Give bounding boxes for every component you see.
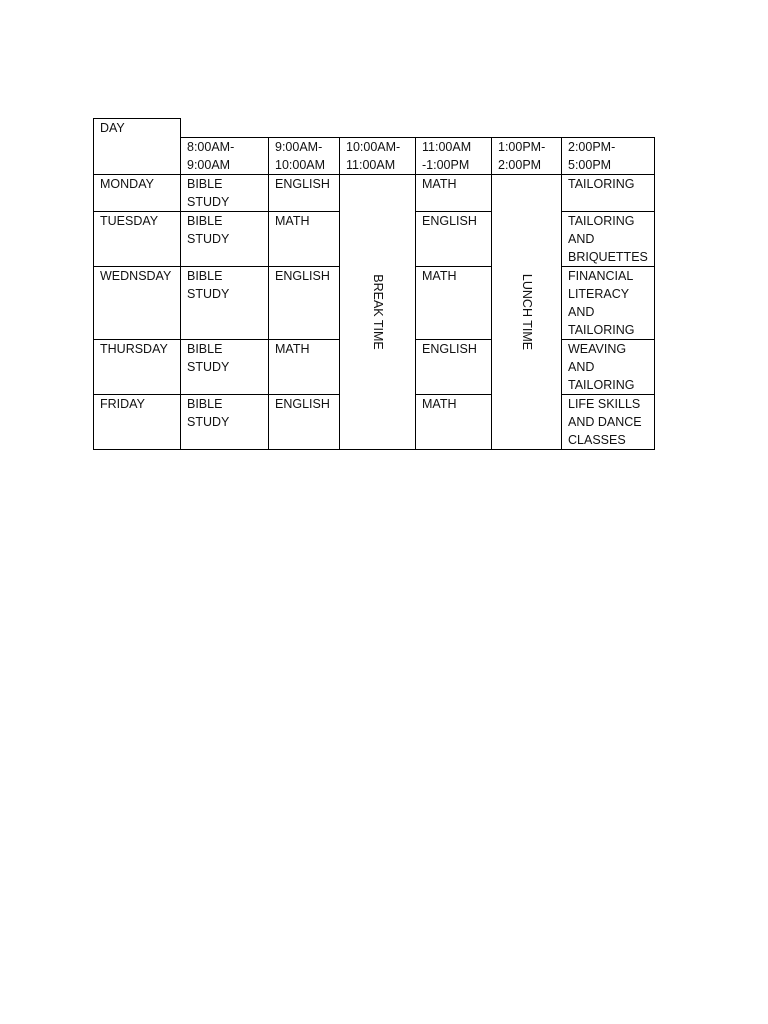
subject-cell [181, 174, 269, 211]
subject-cell [181, 266, 269, 339]
subject-cell [269, 394, 340, 449]
subject-label: ENGLISH [422, 341, 477, 356]
subject-label: TAILORING [568, 176, 635, 191]
subject-cell [181, 339, 269, 394]
day-label: WEDNSDAY [100, 268, 172, 283]
subject-cell [269, 211, 340, 266]
day-cell [94, 266, 181, 339]
subject-cell [181, 211, 269, 266]
subject-label: MATH [275, 341, 310, 356]
day-label: TUESDAY [100, 213, 159, 228]
subject-label: TAILORING AND BRIQUETTES [568, 213, 648, 264]
subject-label: ENGLISH [275, 176, 330, 191]
table-row [94, 174, 655, 211]
time-slot-label: 8:00AM-9:00AM [187, 139, 235, 172]
day-cell [94, 339, 181, 394]
subject-label: LIFE SKILLS AND DANCE CLASSES [568, 396, 642, 447]
day-cell [94, 394, 181, 449]
subject-label: ENGLISH [422, 213, 477, 228]
day-cell [94, 174, 181, 211]
timetable [93, 118, 655, 450]
day-header-label: DAY [100, 121, 125, 135]
time-slot-header [340, 137, 416, 174]
day-label: FRIDAY [100, 396, 145, 411]
subject-cell [269, 174, 340, 211]
time-slot-header [181, 137, 269, 174]
subject-label: FINANCIAL LITERACY AND TAILORING [568, 268, 635, 337]
subject-cell [562, 394, 655, 449]
subject-label: BIBLE STUDY [187, 396, 230, 429]
subject-label: BIBLE STUDY [187, 341, 230, 374]
day-header-cell [94, 119, 181, 175]
header-filler [181, 119, 655, 138]
subject-cell [562, 174, 655, 211]
subject-label: BIBLE STUDY [187, 176, 230, 209]
lunch-time-label: LUNCH TIME [519, 273, 534, 350]
subject-cell [181, 394, 269, 449]
subject-cell [269, 339, 340, 394]
subject-cell [269, 266, 340, 339]
day-label: THURSDAY [100, 341, 168, 356]
subject-label: MATH [275, 213, 310, 228]
day-cell [94, 211, 181, 266]
subject-label: ENGLISH [275, 396, 330, 411]
subject-label: MATH [422, 396, 457, 411]
time-slot-header [269, 137, 340, 174]
time-slot-label: 1:00PM-2:00PM [498, 139, 546, 172]
lunch-time-cell [492, 174, 562, 449]
subject-cell [562, 339, 655, 394]
time-slot-header [562, 137, 655, 174]
subject-cell [416, 339, 492, 394]
subject-cell [562, 266, 655, 339]
time-slot-header [492, 137, 562, 174]
time-slot-label: 10:00AM-11:00AM [346, 139, 401, 172]
day-label: MONDAY [100, 176, 154, 191]
time-slot-header [416, 137, 492, 174]
time-slot-label: 11:00AM -1:00PM [422, 139, 472, 172]
break-time-label: BREAK TIME [370, 273, 385, 350]
break-time-cell [340, 174, 416, 449]
time-slot-label: 9:00AM-10:00AM [275, 139, 326, 172]
subject-cell [416, 211, 492, 266]
subject-label: BIBLE STUDY [187, 213, 230, 246]
subject-label: MATH [422, 176, 457, 191]
subject-cell [416, 266, 492, 339]
subject-label: BIBLE STUDY [187, 268, 230, 301]
subject-label: WEAVING AND TAILORING [568, 341, 635, 392]
time-slot-label: 2:00PM-5:00PM [568, 139, 616, 172]
subject-cell [416, 394, 492, 449]
subject-cell [562, 211, 655, 266]
header-top-row [94, 119, 655, 138]
subject-label: ENGLISH [275, 268, 330, 283]
subject-label: MATH [422, 268, 457, 283]
subject-cell [416, 174, 492, 211]
